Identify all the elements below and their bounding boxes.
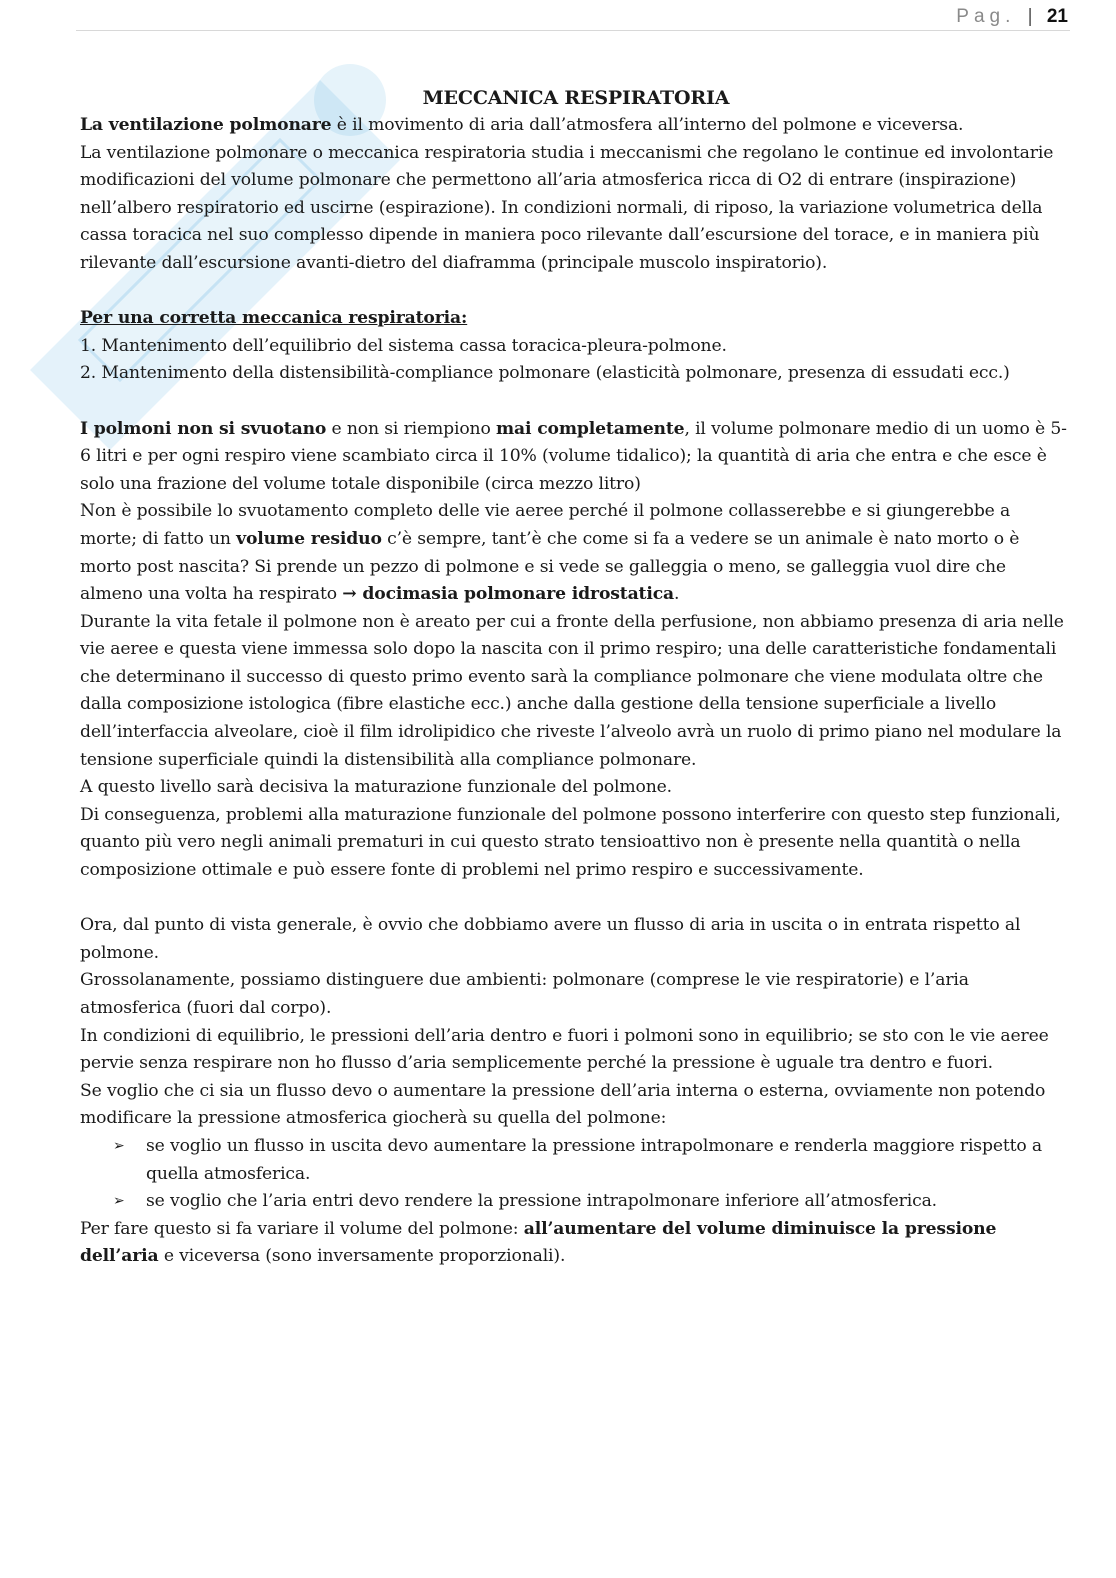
spacer <box>80 885 1072 913</box>
volumes-paragraph-2 <box>80 498 1072 608</box>
spacer <box>80 388 1072 416</box>
list-item-text: se voglio un flusso in uscita devo aumentare la pressione intrapolmonare e renderla maggiore rispetto a quella atmosferica. <box>146 1135 1042 1184</box>
text-span: Non è possibile lo svuotamento completo delle vie aeree perché il polmone collasserebbe e si giungerebbe a morte; di fatto un <box>80 501 1011 549</box>
text-span: , il volume polmonare medio di un uomo è 5-6 litri e per ogni respiro viene scambiato circa il 10% (volume tidalico); la quantità di aria che entra e che esce è solo una frazione del volume totale disponibile (circa mezzo litro) <box>80 418 1067 494</box>
flow-paragraph-5 <box>80 1216 1072 1271</box>
intro-paragraph-2: La ventilazione polmonare o meccanica respiratoria studia i meccanismi che regolano le continue ed involontarie modificazioni del volume polmonare che permettono all’aria atmosferica ricca di O2 di entrare (inspirazione) nell’albero respiratorio ed uscirne (espirazione). In condizioni normali, di riposo, la variazione volumetrica della cassa toracica nel suo complesso dipende in maniera poco rilevante dall’escursione del torace, e in maniera più rilevante dall’escursione avanti-dietro del diaframma (principale muscolo inspiratorio). <box>80 142 1054 273</box>
flow-paragraph-2: Grossolanamente, possiamo distinguere due ambienti: polmonare (comprese le vie respiratorie) e l’aria atmosferica (fuori dal corpo). <box>80 970 969 1018</box>
page-number: 21 <box>1046 6 1068 27</box>
text-span: c’è sempre, tant’è che come si fa a vedere se un animale è nato morto o è morto post nascita? Si prende un pezzo di polmone e si vede se galleggia o meno, se galleggia vuol dire che almeno una volta ha respirato <box>80 528 1020 605</box>
bold-term: mai completamente <box>495 418 685 439</box>
list-item <box>113 1188 1072 1216</box>
intro-text: è il movimento di aria dall’atmosfera all’interno del polmone e viceversa. <box>331 115 964 135</box>
flow-bullet-list <box>80 1133 1072 1216</box>
spacer <box>80 278 1072 306</box>
volumes-paragraph-3: Durante la vita fetale il polmone non è areato per cui a fronte della perfusione, non abbiamo presenza di aria nelle vie aeree e questa viene immessa solo dopo la nascita con il primo respiro; una delle caratteristiche fondamentali che determinano il successo di questo primo evento sarà la compliance polmonare che viene modulata oltre che dalla composizione istologica (fibre elastiche ecc.) anche dalla gestione della tensione superficiale a livello dell’interfaccia alveolare, cioè il film idrolipidico che riveste l’alveolo avrà un ruolo di primo piano nel modulare la tensione superficiale quindi la distensibilità alla compliance polmonare. <box>80 611 1064 770</box>
text-span: . <box>674 584 680 605</box>
arrow-right-icon: → <box>342 584 357 605</box>
text-span: Per fare questo si fa variare il volume del polmone: <box>80 1218 524 1239</box>
list-item-text: se voglio che l’aria entri devo rendere la pressione intrapolmonare inferiore all’atmosferica. <box>146 1191 937 1212</box>
flow-paragraph-4: Se voglio che ci sia un flusso devo o aumentare la pressione dell’aria interna o esterna, ovviamente non potendo modificare la pressione atmosferica giocherà su quella del polmone: <box>80 1080 1046 1129</box>
volumes-paragraph-1 <box>80 416 1072 499</box>
bold-term: volume residuo <box>236 528 382 549</box>
flow-paragraph-3: In condizioni di equilibrio, le pressioni dell’aria dentro e fuori i polmoni sono in equilibrio; se sto con le vie aeree pervie senza respirare non ho flusso d’aria semplicemente perché la pressione è uguale tra dentro e fuori. <box>80 1025 1049 1074</box>
bold-term: docimasia polmonare idrostatica <box>356 584 675 605</box>
intro-bold-term: La ventilazione polmonare <box>80 115 332 135</box>
arrow-bullet-icon: ➢ <box>113 1193 125 1210</box>
requirements-heading: Per una corretta meccanica respiratoria: <box>80 308 468 329</box>
list-item <box>113 1133 1072 1188</box>
flow-paragraph-1: Ora, dal punto di vista generale, è ovvio che dobbiamo avere un flusso di aria in uscita o in entrata rispetto al polmone. <box>80 915 1021 963</box>
volumes-paragraph-4: A questo livello sarà decisiva la maturazione funzionale del polmone. <box>80 777 672 798</box>
arrow-bullet-icon: ➢ <box>113 1137 125 1154</box>
intro-paragraph-1 <box>80 112 1072 140</box>
text-span: e viceversa (sono inversamente proporzionali). <box>158 1246 566 1267</box>
page-header <box>956 6 1068 28</box>
document-body <box>80 84 1072 1271</box>
volumes-paragraph-5: Di conseguenza, problemi alla maturazione funzionale del polmone possono interferire con questo step funzionali, quanto più vero negli animali prematuri in cui questo strato tensioattivo non è presente nella quantità o nella composizione ottimale e può essere fonte di problemi nel primo respiro e successivamente. <box>80 804 1061 881</box>
page-title: MECCANICA RESPIRATORIA <box>422 87 730 109</box>
requirement-item-2: 2. Mantenimento della distensibilità-compliance polmonare (elasticità polmonare, presenza di essudati ecc.) <box>80 363 1010 384</box>
bold-term: all’aumentare del volume diminuisce la pressione dell’aria <box>80 1218 997 1267</box>
page-separator: | <box>1027 6 1033 27</box>
page-label: Pag. <box>956 6 1016 27</box>
header-divider <box>76 30 1070 31</box>
text-span: e non si riempiono <box>326 418 496 439</box>
requirement-item-1: 1. Mantenimento dell’equilibrio del sistema cassa toracica-pleura-polmone. <box>80 335 727 356</box>
bold-term: I polmoni non si svuotano <box>80 418 327 439</box>
